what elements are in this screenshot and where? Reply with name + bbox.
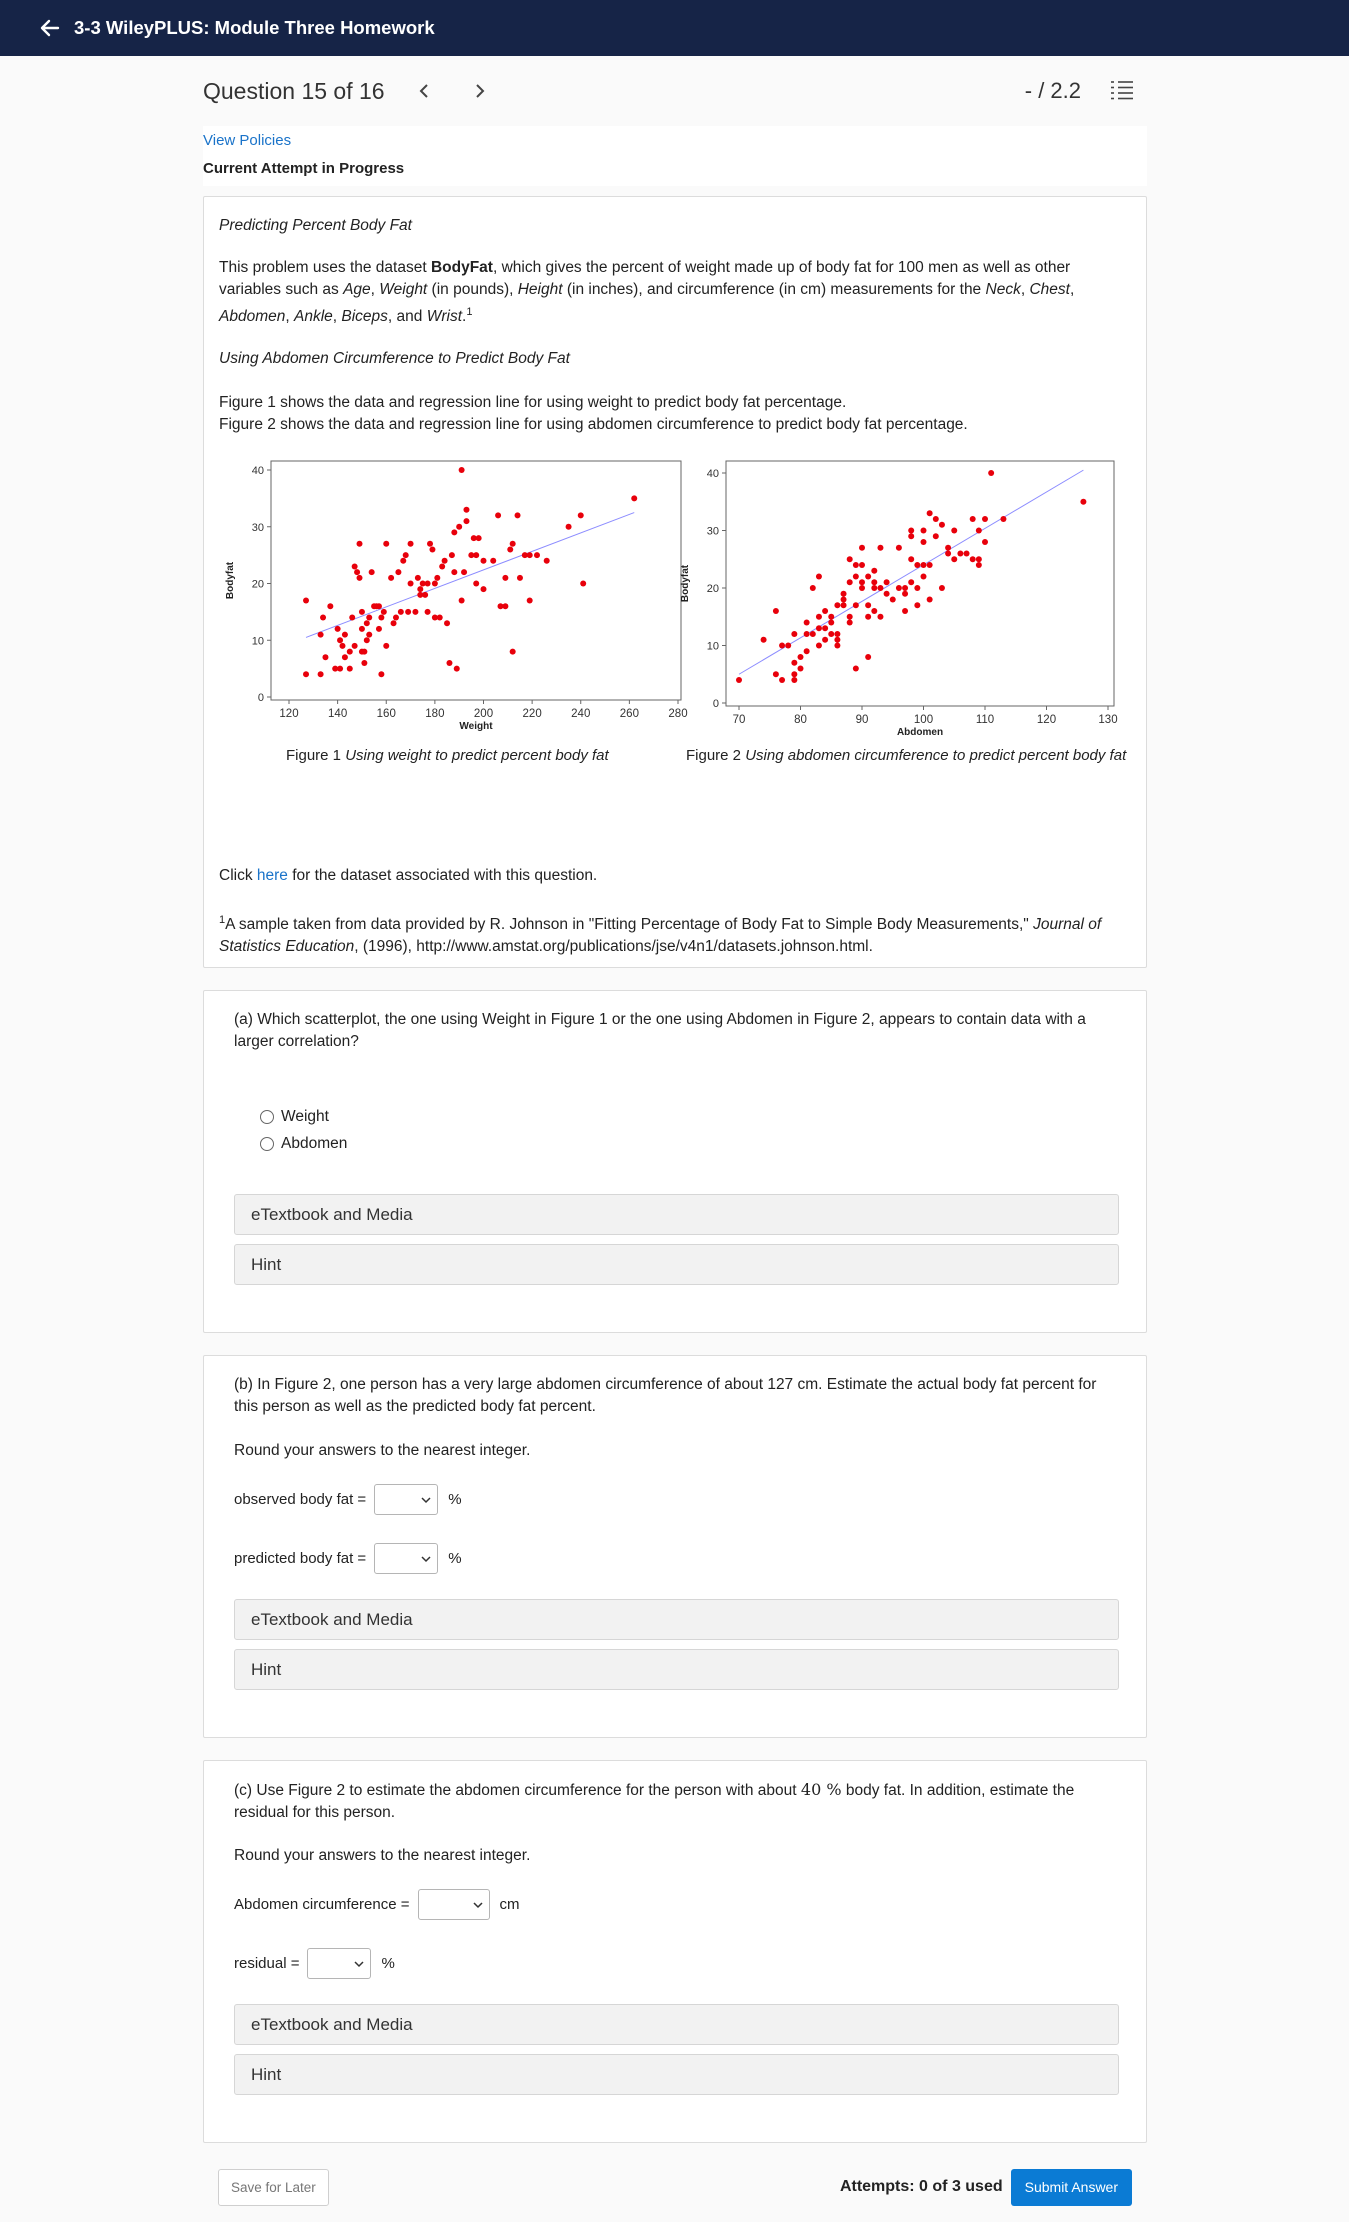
etextbook-media-toggle[interactable]: eTextbook and Media [234,1599,1119,1640]
data-point [976,528,982,534]
part-b-card [203,1355,1147,1738]
data-point [798,654,804,660]
x-tick-label: 120 [279,708,299,720]
attempts-counter: Attempts: 0 of 3 used [839,2178,1003,2195]
residual-label: residual = [234,1955,300,1972]
data-point [822,625,828,631]
data-point [408,541,414,547]
data-point [412,609,418,615]
data-point [395,569,401,575]
data-point [361,649,367,655]
option-abdomen[interactable] [260,1130,347,1157]
data-point [383,541,389,547]
plot-frame [726,461,1114,706]
option-label: Weight [281,1107,329,1125]
data-point [896,585,902,591]
data-point [303,598,309,604]
data-point [437,615,443,621]
percent-unit: % [448,1491,462,1508]
data-point [871,568,877,574]
option-weight[interactable] [260,1103,347,1130]
y-tick-label: 20 [251,578,264,591]
x-axis-label: Weight [459,721,493,732]
submit-answer-button[interactable]: Submit Answer [1011,2169,1132,2206]
problem-subheading: Using Abdomen Circumference to Predict Body Fat [219,350,570,368]
data-point [366,615,372,621]
back-arrow-icon[interactable] [38,16,62,40]
data-point [364,637,370,643]
data-point [342,654,348,660]
y-tick-label: 10 [706,640,719,653]
x-tick-label: 280 [668,708,688,720]
data-point [871,585,877,591]
data-point [933,516,939,522]
footnote: $^1$A sample taken from data provided by R. Johnson in "Fitting Percentage of Body Fat to Simple Body Measurements," Journal of Statistics Education, (1996), http://www.amstat.org/publications/jse/v4n1/datasets.johnson.html. [219,914,1102,956]
data-point [884,591,890,597]
abdomen-circumference-select[interactable] [418,1889,490,1920]
y-tick-label: 40 [706,468,719,480]
data-point [425,581,431,587]
data-point [544,558,550,564]
data-point [454,666,460,672]
data-point [914,562,920,568]
data-point [779,677,785,683]
data-point [481,558,487,564]
data-point [517,575,523,581]
data-point [810,585,816,591]
data-point [791,677,797,683]
data-point [320,615,326,621]
predicted-body-fat-label: predicted body fat = [234,1550,367,1567]
problem-heading: Predicting Percent Body Fat [219,217,412,234]
data-point [357,541,363,547]
data-point [951,528,957,534]
data-point [908,579,914,585]
percent-unit: % [448,1550,462,1567]
data-point [816,625,822,631]
data-point [349,615,355,621]
info-area [203,126,1147,186]
chevron-down-icon [473,1901,483,1909]
figure2-scatterplot [679,455,1129,741]
data-point [798,666,804,672]
option-label: Abdomen [281,1134,348,1152]
data-point [495,512,501,518]
data-point [490,558,496,564]
data-point [527,598,533,604]
data-point [352,563,358,569]
data-point [834,631,840,637]
y-axis-label: Bodyfat [680,564,691,603]
data-point [964,551,970,557]
data-point [804,631,810,637]
cm-unit: cm [499,1896,520,1913]
data-point [361,660,367,666]
y-axis-label: Bodyfat [225,561,236,600]
etextbook-media-toggle[interactable]: eTextbook and Media [234,1194,1119,1235]
question-title: Question 15 of 16 [203,77,385,104]
data-point [337,666,343,672]
data-point [927,562,933,568]
data-point [398,609,404,615]
data-point [773,608,779,614]
data-point [976,562,982,568]
chevron-left-icon [417,83,431,99]
data-point [828,631,834,637]
data-point [816,574,822,580]
data-point [828,614,834,620]
hint-toggle[interactable]: Hint [234,2054,1119,2095]
data-point [434,575,440,581]
x-tick-label: 160 [376,708,396,720]
abdomen-circumference-row [234,1889,520,1920]
x-tick-label: 200 [473,708,494,720]
data-point [507,546,513,552]
data-point [982,516,988,522]
observed-body-fat-label: observed body fat = [234,1491,367,1508]
data-point [578,512,584,518]
data-point [847,579,853,585]
data-point [417,586,423,592]
data-point [322,654,328,660]
radio-button[interactable] [260,1137,274,1151]
x-tick-label: 110 [975,714,995,726]
data-point [877,614,883,620]
data-point [896,545,902,551]
chevron-right-icon [473,83,487,99]
data-point [914,602,920,608]
question-header [203,56,1147,126]
data-point [527,552,533,558]
data-point [859,562,865,568]
previous-question-button[interactable] [411,78,437,104]
y-tick-label: 30 [706,525,719,538]
figure1-scatterplot [224,455,688,741]
radio-button[interactable] [260,1110,274,1124]
data-point [921,528,927,534]
data-point [388,575,394,581]
data-point [816,614,822,620]
data-point [945,551,951,557]
data-point [859,579,865,585]
data-point [902,591,908,597]
data-point [376,626,382,632]
data-point [908,556,914,562]
data-point [921,574,927,580]
observed-body-fat-row [234,1484,462,1515]
part-c-question: (c) Use Figure 2 to estimate the abdomen circumference for the person with about 40 % body fat. In addition, estimate the residual for this person. [234,1780,1075,1821]
question-list-icon[interactable] [1109,78,1137,104]
data-point [927,510,933,516]
data-point [1080,499,1086,505]
data-point [415,575,421,581]
data-point [976,556,982,562]
figure1-caption: Figure 1 Using weight to predict percent body fat [286,747,609,764]
data-point [318,632,324,638]
predicted-body-fat-select[interactable] [374,1543,438,1574]
x-tick-label: 140 [328,708,348,720]
problem-intro: This problem uses the dataset BodyFat, which gives the percent of weight made up of body fat for 100 men as well as other variables such as Age, Weight (in pounds), Height (in inches), and circumference (in cm) measurements for the Neck, Chest, Abdomen, Ankle, Biceps, and Wrist.$^1$ [219,259,1075,326]
figure2-description: Figure 2 shows the data and regression line for using abdomen circumference to predict body fat percentage. [219,416,968,434]
y-tick-label: 20 [706,583,719,595]
data-point [335,626,341,632]
data-point [459,467,465,473]
data-point [791,631,797,637]
data-point [1000,516,1006,522]
data-point [865,574,871,580]
data-point [459,598,465,604]
data-point [429,546,435,552]
data-point [359,626,365,632]
data-point [957,551,963,557]
data-point [481,586,487,592]
data-point [566,524,572,530]
data-point [502,603,508,609]
next-question-button[interactable] [467,78,493,104]
data-point [425,609,431,615]
hint-toggle[interactable]: Hint [234,1244,1119,1285]
data-point [834,602,840,608]
data-point [502,575,508,581]
data-point [451,529,457,535]
x-tick-label: 80 [794,714,807,726]
data-point [853,602,859,608]
data-point [865,602,871,608]
figure1-description: Figure 1 shows the data and regression line for using weight to predict body fat percentage. [219,394,847,412]
data-point [303,671,309,677]
data-point [877,585,883,591]
data-point [939,522,945,528]
data-point [841,597,847,603]
data-point [449,552,455,558]
data-point [378,671,384,677]
data-point [391,620,397,626]
footer-bar [203,2164,1147,2210]
x-tick-label: 100 [913,714,934,726]
data-point [510,541,516,547]
data-point [859,585,865,591]
data-point [847,614,853,620]
data-point [970,556,976,562]
data-point [773,671,779,677]
data-point [841,602,847,608]
y-tick-label: 0 [712,698,719,710]
data-point [383,643,389,649]
data-point [804,648,810,654]
chevron-down-icon [354,1960,364,1968]
residual-row [234,1948,395,1979]
data-point [761,637,767,643]
data-point [822,637,828,643]
data-point [359,609,365,615]
data-point [515,512,521,518]
chevron-down-icon [421,1496,431,1504]
data-point [432,581,438,587]
data-point [444,620,450,626]
dataset-here-link[interactable]: here [256,867,288,884]
data-point [364,620,370,626]
data-point [791,660,797,666]
data-point [884,579,890,585]
data-point [381,609,387,615]
data-point [810,631,816,637]
data-point [828,620,834,626]
x-tick-label: 260 [619,708,639,720]
part-c-card [203,1760,1147,2143]
residual-select[interactable] [307,1948,371,1979]
data-point [446,660,452,666]
data-point [841,591,847,597]
x-tick-label: 240 [571,708,591,720]
data-point [865,614,871,620]
y-tick-label: 0 [257,692,264,704]
data-point [890,597,896,603]
y-tick-label: 30 [251,521,264,534]
view-policies-link[interactable]: View Policies [203,132,292,149]
data-point [342,632,348,638]
data-point [439,563,445,569]
abdomen-circumference-label: Abdomen circumference = [234,1896,410,1913]
data-point [442,558,448,564]
data-point [914,585,920,591]
percent-unit: % [381,1955,395,1972]
top-bar [0,0,1349,56]
part-b-rounding-note: Round your answers to the nearest integer. [234,1442,531,1459]
data-point [510,649,516,655]
data-point [405,609,411,615]
data-point [822,608,828,614]
figure2-caption: Figure 2 Using abdomen circumference to predict percent body fat [686,747,1127,764]
data-point [970,516,976,522]
part-a-options [260,1103,347,1157]
data-point [473,581,479,587]
data-point [339,643,345,649]
x-tick-label: 220 [522,708,542,720]
data-point [476,535,482,541]
data-point [451,569,457,575]
data-point [393,615,399,621]
part-c-rounding-note: Round your answers to the nearest integer. [234,1847,531,1864]
x-tick-label: 120 [1036,714,1057,726]
data-point [791,671,797,677]
data-point [337,637,343,643]
etextbook-media-toggle[interactable]: eTextbook and Media [234,2004,1119,2045]
data-point [461,569,467,575]
data-point [463,507,469,513]
data-point [534,552,540,558]
data-point [347,666,353,672]
data-point [853,666,859,672]
data-point [865,654,871,660]
data-point [939,585,945,591]
problem-card [203,196,1147,968]
data-point [427,541,433,547]
data-point [400,558,406,564]
data-point [921,562,927,568]
data-point [847,620,853,626]
save-for-later-button[interactable]: Save for Later [218,2169,329,2206]
chevron-down-icon [421,1555,431,1563]
data-point [631,495,637,501]
data-point [463,518,469,524]
data-point [902,608,908,614]
data-point [921,539,927,545]
data-point [847,556,853,562]
data-point [403,552,409,558]
data-point [951,556,957,562]
data-point [736,677,742,683]
data-point [908,528,914,534]
data-point [456,524,462,530]
data-point [933,533,939,539]
data-point [816,643,822,649]
y-tick-label: 10 [251,635,264,648]
data-point [422,592,428,598]
data-point [785,643,791,649]
data-point [902,585,908,591]
data-point [354,569,360,575]
data-point [327,603,333,609]
data-point [376,603,382,609]
attempt-status: Current Attempt in Progress [203,160,405,177]
data-point [347,649,353,655]
hint-toggle[interactable]: Hint [234,1649,1119,1690]
data-point [871,608,877,614]
data-point [378,615,384,621]
data-point [859,545,865,551]
data-point [580,581,586,587]
data-point [473,552,479,558]
data-point [853,574,859,580]
part-a-question: (a) Which scatterplot, the one using Weight in Figure 1 or the one using Abdomen in Figure 2, appears to contain data with a larger correlation? [234,1011,1086,1050]
data-point [908,533,914,539]
part-a-card [203,990,1147,1333]
question-score: - / 2.2 [1024,78,1081,103]
assignment-title: 3-3 WileyPLUS: Module Three Homework [74,17,435,38]
x-tick-label: 130 [1098,714,1118,726]
data-point [357,575,363,581]
dataset-link-text: Click here for the dataset associated with this question. [219,867,598,884]
data-point [871,579,877,585]
data-point [366,632,372,638]
part-b-question: (b) In Figure 2, one person has a very large abdomen circumference of about 127 cm. Estimate the actual body fat percent for this person as well as the predicted body fat percent. [234,1376,1097,1415]
data-point [804,620,810,626]
data-point [945,545,951,551]
data-point [408,581,414,587]
data-point [352,643,358,649]
data-point [834,637,840,643]
data-point [988,470,994,476]
data-point [982,539,988,545]
predicted-body-fat-row [234,1543,462,1574]
data-point [834,643,840,649]
x-tick-label: 180 [425,708,445,720]
x-tick-label: 90 [855,714,869,726]
data-point [853,562,859,568]
data-point [318,671,324,677]
x-axis-label: Abdomen [896,727,944,738]
data-point [369,569,375,575]
data-point [779,643,785,649]
y-tick-label: 40 [251,465,264,477]
plot-frame [271,461,681,700]
observed-body-fat-select[interactable] [374,1484,438,1515]
x-tick-label: 70 [732,714,746,726]
data-point [927,597,933,603]
data-point [877,545,883,551]
